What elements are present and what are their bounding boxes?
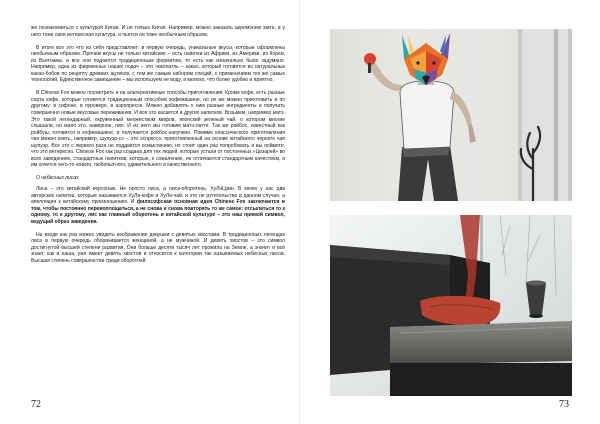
paragraph-brewing: В Chinese Fox можно посмотреть и на альтернативные способы приготовления. Кроме кофе, есть разные сорта кофе, которые готовятся традиционным способом кофемашине, но их же можно приготовить и по другому: в сифоне, в пуровере, в аэропрессе. Можно добавлять к ним разные ингредиенты и получать совершенно новые вкусовые переживания. И все это касается и других напитков. Возьмем, например матэ. Это такой легендарный, окруженный множеством мифов, японский зеленый чай, о котором многие слышали, но мало кто, наверное, пил. И из него мы готовим матэ-латте. Так же ройбос, известный как ройбуш, готовится в кофемашине, и получается ройбос-капучино. Помимо классического приготовления чая можно взять, например, шупуэр-со – это эспрессо, приготовленный на основе китайского черного чая шупуэр. Все это с первого раза не поддается осмыслению, но стоит один раз попробовать и вы поймете, что это интересно. Chinese Fox как раз создана для тех людей, которые устали от постоянных «Цезарей» во всех заведениях, стандартных напитков, которые, к сожалению, не отличаются стандартным качеством, и им хочется чего-то нового, любопытного, удивительного и качественного. <box>31 90 285 169</box>
paragraph-fox-legend-text: Лиса – это китайский персонаж. Не просто лиса, а лиса-оборотень, ХуЛиЦзин. В меню у нас два авторских напитка, которые называются ХуЛи-кофе и ХуЛи-чай, и это не рутительство в данном случае, а апелляция к китайскому произношению. И <box>31 185 285 206</box>
page-number-left: 72 <box>31 399 41 410</box>
section-heading: О небесных лисах <box>36 175 79 182</box>
cafe-interior-photo <box>330 215 572 396</box>
paragraph-flavors: В итоге все это что из себя представляет: в первую очередь, уникальные вкусы, которые оформлены необычным образом. Причем вкусы не только китайские – есть напитки из Африки, из Америки, из Кореи, из Вьетнама, и все они подаются традиционным форматом, то есть как изначально было задумано. Например, одна из фирменных наших подач – это чоколатль – какао, который готовится из натуральных какао-бобов по рецепту древних ацтеков, с тем же самым набором специй, с применением тех же самых технологий. Единственное замещение – мы используем не воду, а молоко, что более удобно и приятно. <box>31 44 285 84</box>
paragraph-intro: же познакомиться с культурой Китая. И не только Китая. Например, можно заказать церемонию мате, а у него тоже своя интересная культура, и пьется он тоже необычным образом. <box>31 25 285 38</box>
fox-mural-photo <box>330 29 572 201</box>
paragraph-nine-tails: На входе как раз можно увидеть изображение девушки с девятью хвостами. В традиционных легендах лиса в первую очередь оборачивается женщиной, а не мужчиной. И девять хвостов – это символ достигнутой высшей степени развития. Они больше десяти тысяч лет прожила на Земле, а значит и всё знает, как и наша, уже имеет девять хвостов и относится к категории так называемых небесных лисов. Высшая степень совершенства среди оборотней. <box>31 231 285 264</box>
cafe-interior-illustration <box>330 215 572 396</box>
paragraph-fox-legend-bold: философская основная идея Chinese Fox заключается в том, чтобы постоянно перевоплощаться, а не снова и снова повторять то же самое: отсылаться то к одному, то к другому, лис как главный оборотень в китайской культуре – это наш прямой символ, ведущий образ заведения. <box>31 199 285 225</box>
paragraph-fox-legend <box>31 186 285 225</box>
article-text <box>31 25 285 271</box>
fox-mural-illustration <box>330 29 572 201</box>
right-page <box>301 0 600 424</box>
page-number-right: 73 <box>559 399 569 410</box>
